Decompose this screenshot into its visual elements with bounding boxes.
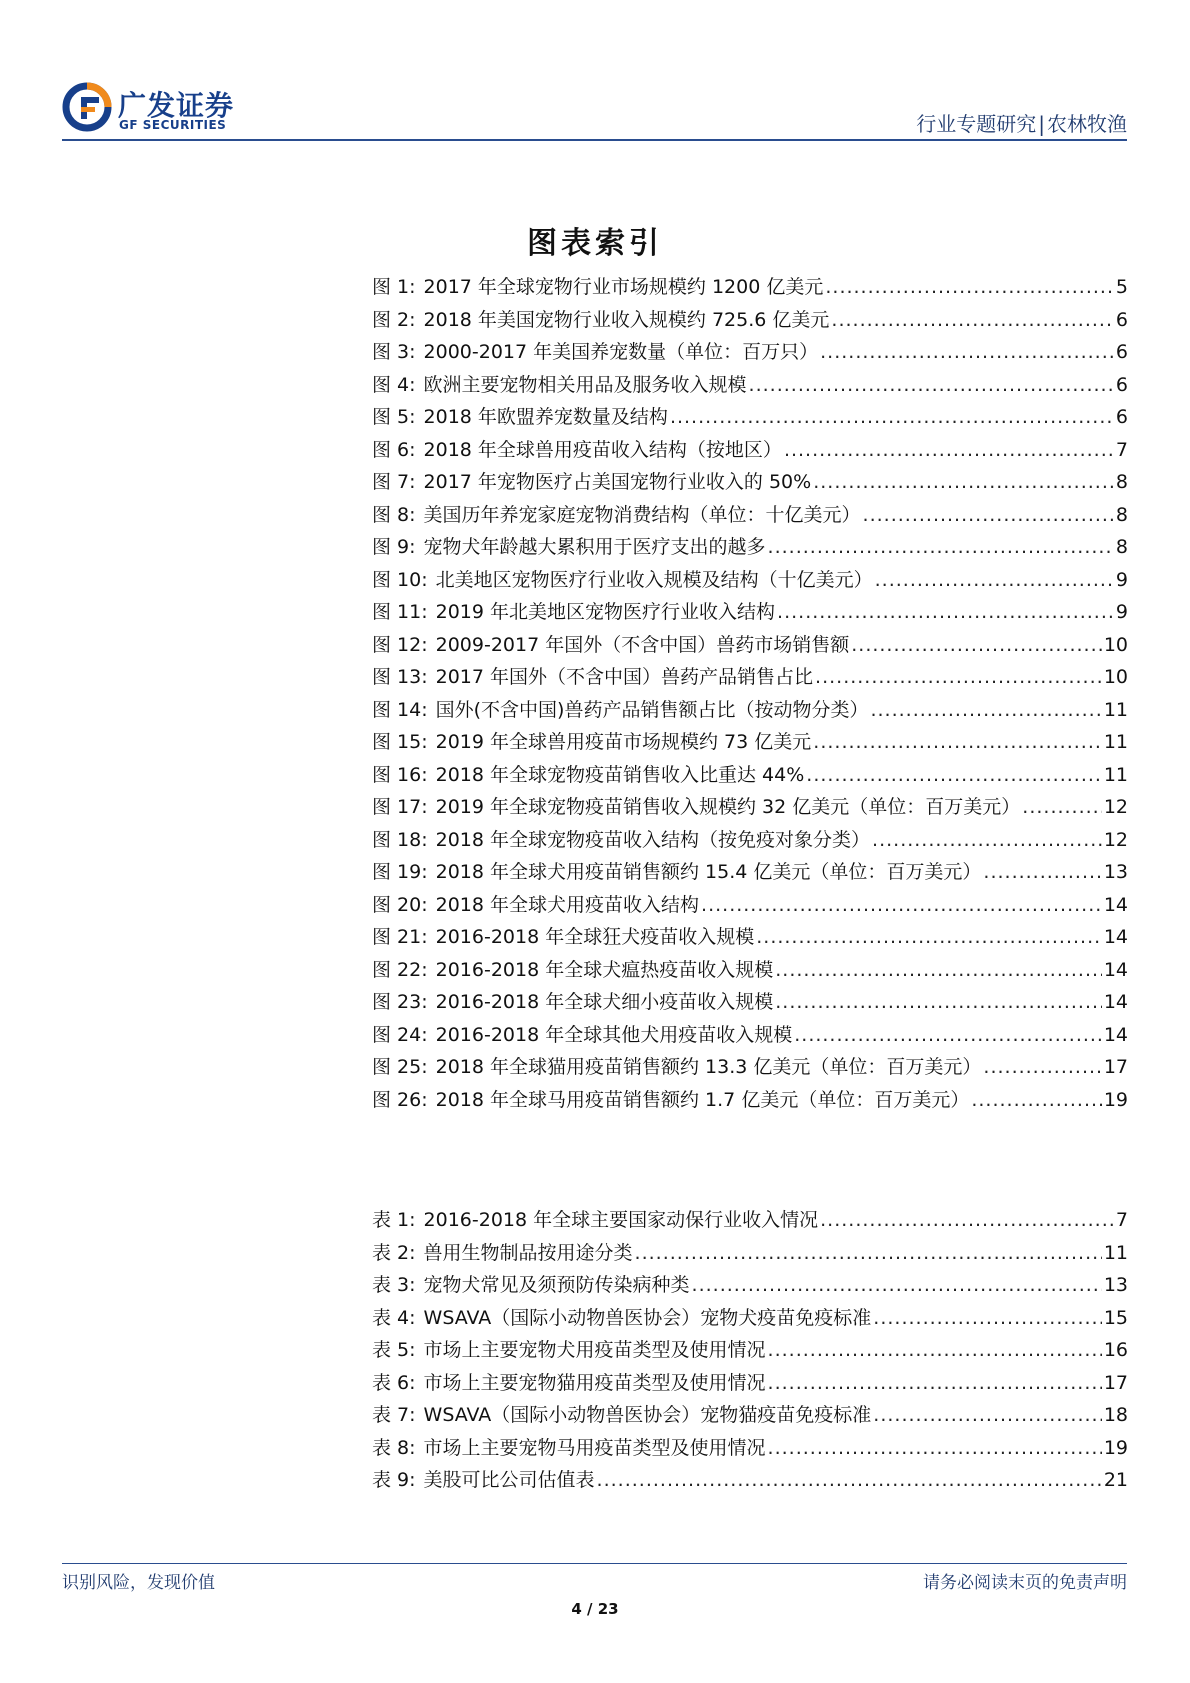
figure-toc-page: 12 (1103, 796, 1128, 818)
figure-toc-label: 图 2: (372, 308, 416, 331)
figure-toc-page: 8 (1115, 536, 1128, 558)
figure-toc-title: 2017 年宠物医疗占美国宠物行业收入的 50% (423, 471, 812, 493)
table-toc-title: 宠物犬常见及须预防传染病种类 (423, 1274, 690, 1296)
table-toc-page: 13 (1103, 1274, 1128, 1296)
figure-toc-label: 图 6: (372, 438, 416, 461)
figure-toc-title: 2018 年全球猫用疫苗销售额约 13.3 亿美元（单位：百万美元） (435, 1056, 982, 1078)
company-logo (62, 78, 262, 138)
table-toc-dot-leader (768, 1372, 1102, 1394)
figure-toc-entry[interactable] (372, 987, 1128, 1020)
table-toc-page: 11 (1103, 1241, 1128, 1264)
table-toc-dot-leader (635, 1242, 1102, 1264)
figure-toc-title: 北美地区宠物医疗行业收入规模及结构（十亿美元） (435, 568, 873, 591)
header-separator: | (1038, 112, 1045, 136)
figure-toc-label: 图 17: (372, 796, 428, 818)
figure-toc-dot-leader (870, 699, 1101, 721)
table-toc-label: 表 2: (372, 1241, 416, 1264)
figure-toc-title: 2017 年国外（不含中国）兽药产品销售占比 (435, 666, 814, 688)
page-number: 4 / 23 (571, 1600, 619, 1618)
table-toc-title: 市场上主要宠物马用疫苗类型及使用情况 (423, 1436, 766, 1459)
figure-toc-label: 图 25: (372, 1056, 428, 1078)
figure-toc-title: 2019 年北美地区宠物医疗行业收入结构 (435, 601, 776, 623)
figure-toc-title: 2016-2018 年全球狂犬疫苗收入规模 (435, 926, 755, 948)
figure-toc-page: 19 (1103, 1088, 1128, 1111)
figure-toc-entry[interactable] (372, 890, 1128, 923)
figure-toc-title: 2016-2018 年全球犬瘟热疫苗收入规模 (435, 958, 774, 981)
figure-toc-page: 12 (1103, 828, 1128, 851)
figure-toc-page: 5 (1115, 276, 1128, 298)
figure-toc-entry[interactable] (372, 1085, 1128, 1118)
figure-toc-dot-leader (971, 1089, 1101, 1111)
table-index (372, 1205, 1128, 1498)
table-toc-entry[interactable] (372, 1270, 1128, 1303)
figure-toc-label: 图 26: (372, 1088, 428, 1111)
footer-disclaimer: 请务必阅读末页的免责声明 (923, 1573, 1127, 1593)
figure-toc-label: 图 13: (372, 666, 428, 688)
figure-toc-dot-leader (701, 894, 1102, 916)
figure-toc-entry[interactable] (372, 272, 1128, 305)
figure-toc-page: 7 (1115, 438, 1128, 461)
figure-toc-entry[interactable] (372, 370, 1128, 403)
table-toc-dot-leader (768, 1339, 1102, 1361)
figure-toc-page: 14 (1103, 893, 1128, 916)
figure-toc-entry[interactable] (372, 1020, 1128, 1053)
figure-toc-title: 2018 年欧盟养宠数量及结构 (423, 406, 668, 428)
figure-toc-entry[interactable] (372, 467, 1128, 500)
figure-toc-label: 图 20: (372, 893, 428, 916)
figure-toc-title: 2018 年全球宠物疫苗收入结构（按免疫对象分类） (435, 828, 871, 851)
table-toc-label: 表 4: (372, 1306, 416, 1329)
figure-toc-page: 17 (1103, 1056, 1128, 1078)
figure-toc-entry[interactable] (372, 825, 1128, 858)
figure-toc-dot-leader (756, 926, 1102, 948)
figure-toc-dot-leader (768, 536, 1114, 558)
figure-toc-title: 国外(不含中国)兽药产品销售额占比（按动物分类） (435, 698, 869, 721)
figure-toc-page: 13 (1103, 861, 1128, 883)
figure-toc-entry[interactable] (372, 435, 1128, 468)
industry-name: 农林牧渔 (1047, 112, 1127, 136)
figure-toc-title: 2017 年全球宠物行业市场规模约 1200 亿美元 (423, 276, 824, 298)
figure-index (372, 272, 1128, 1117)
figure-toc-entry[interactable] (372, 630, 1128, 663)
table-toc-label: 表 5: (372, 1339, 416, 1361)
table-toc-label: 表 9: (372, 1469, 416, 1491)
figure-toc-entry[interactable] (372, 597, 1128, 630)
figure-toc-dot-leader (749, 374, 1114, 396)
figure-toc-label: 图 8: (372, 503, 416, 526)
figure-toc-dot-leader (784, 439, 1114, 461)
table-toc-title: 市场上主要宠物犬用疫苗类型及使用情况 (423, 1339, 766, 1361)
figure-toc-dot-leader (775, 991, 1102, 1013)
figure-toc-dot-leader (875, 569, 1114, 591)
table-toc-dot-leader (820, 1209, 1114, 1231)
figure-toc-entry[interactable] (372, 792, 1128, 825)
figure-toc-label: 图 3: (372, 341, 416, 363)
table-toc-entry[interactable] (372, 1400, 1128, 1433)
figure-toc-page: 6 (1115, 406, 1128, 428)
table-toc-page: 15 (1103, 1306, 1128, 1329)
table-toc-label: 表 3: (372, 1274, 416, 1296)
figure-toc-label: 图 18: (372, 828, 428, 851)
figure-toc-label: 图 11: (372, 601, 428, 623)
table-toc-entry[interactable] (372, 1303, 1128, 1336)
figure-toc-label: 图 1: (372, 276, 416, 298)
figure-toc-label: 图 14: (372, 698, 428, 721)
figure-toc-page: 6 (1115, 341, 1128, 363)
figure-toc-dot-leader (820, 341, 1114, 363)
figure-toc-dot-leader (825, 276, 1114, 298)
figure-toc-dot-leader (831, 309, 1114, 331)
table-toc-label: 表 6: (372, 1371, 416, 1394)
figure-toc-label: 图 22: (372, 958, 428, 981)
page-header (62, 78, 1127, 138)
figure-toc-page: 9 (1115, 568, 1128, 591)
table-toc-entry[interactable] (372, 1368, 1128, 1401)
table-toc-label: 表 7: (372, 1404, 416, 1426)
figure-toc-title: 2009-2017 年国外（不含中国）兽药市场销售额 (435, 633, 850, 656)
table-toc-page: 21 (1103, 1469, 1128, 1491)
figure-toc-entry[interactable] (372, 500, 1128, 533)
table-toc-page: 16 (1103, 1339, 1128, 1361)
figure-toc-title: 美国历年养宠家庭宠物消费结构（单位：十亿美元） (423, 503, 861, 526)
figure-toc-label: 图 12: (372, 633, 428, 656)
figure-toc-dot-leader (794, 1024, 1102, 1046)
figure-toc-page: 14 (1103, 991, 1128, 1013)
table-toc-title: WSAVA（国际小动物兽医协会）宠物猫疫苗免疫标准 (423, 1404, 872, 1426)
figure-toc-dot-leader (815, 666, 1102, 688)
figure-toc-title: 2018 年全球宠物疫苗销售收入比重达 44% (435, 763, 805, 786)
figure-toc-entry[interactable] (372, 532, 1128, 565)
figure-toc-dot-leader (777, 601, 1114, 623)
figure-toc-entry[interactable] (372, 305, 1128, 338)
table-toc-entry[interactable] (372, 1335, 1128, 1368)
figure-toc-title: 2019 年全球宠物疫苗销售收入规模约 32 亿美元（单位：百万美元） (435, 796, 1021, 818)
figure-toc-title: 宠物犬年龄越大累积用于医疗支出的越多 (423, 536, 766, 558)
figure-toc-dot-leader (1022, 796, 1102, 818)
table-toc-entry[interactable] (372, 1465, 1128, 1498)
figure-toc-entry[interactable] (372, 1052, 1128, 1085)
figure-toc-label: 图 23: (372, 991, 428, 1013)
figure-toc-dot-leader (851, 634, 1102, 656)
table-toc-label: 表 8: (372, 1436, 416, 1459)
figure-toc-entry[interactable] (372, 727, 1128, 760)
figure-toc-entry[interactable] (372, 662, 1128, 695)
logo-text-en: GF SECURITIES (119, 118, 227, 132)
figure-toc-page: 14 (1103, 926, 1128, 948)
figure-toc-dot-leader (813, 731, 1102, 753)
figure-toc-label: 图 10: (372, 568, 428, 591)
report-type: 行业专题研究 (916, 112, 1037, 136)
figure-toc-dot-leader (813, 471, 1114, 493)
figure-toc-page: 11 (1103, 763, 1128, 786)
footer-slogan: 识别风险，发现价值 (62, 1573, 215, 1593)
figure-toc-page: 10 (1103, 666, 1128, 688)
figure-toc-page: 6 (1115, 308, 1128, 331)
figure-toc-page: 14 (1103, 1023, 1128, 1046)
figure-toc-page: 11 (1103, 731, 1128, 753)
figure-toc-title: 2018 年美国宠物行业收入规模约 725.6 亿美元 (423, 308, 830, 331)
figure-toc-entry[interactable] (372, 922, 1128, 955)
table-toc-entry[interactable] (372, 1433, 1128, 1466)
figure-toc-entry[interactable] (372, 955, 1128, 988)
figure-toc-label: 图 21: (372, 926, 428, 948)
figure-toc-dot-leader (863, 504, 1114, 526)
footer-divider (62, 1563, 1127, 1564)
figure-toc-entry[interactable] (372, 565, 1128, 598)
table-toc-entry[interactable] (372, 1238, 1128, 1271)
figure-toc-label: 图 5: (372, 406, 416, 428)
figure-toc-title: 2018 年全球兽用疫苗收入结构（按地区） (423, 438, 782, 461)
table-toc-title: 美股可比公司估值表 (423, 1469, 595, 1491)
table-toc-dot-leader (597, 1469, 1102, 1491)
table-toc-page: 7 (1115, 1209, 1128, 1231)
table-toc-title: 市场上主要宠物猫用疫苗类型及使用情况 (423, 1371, 766, 1394)
figure-toc-dot-leader (806, 764, 1102, 786)
report-category (916, 108, 1127, 137)
figure-toc-label: 图 15: (372, 731, 428, 753)
figure-toc-dot-leader (983, 1056, 1101, 1078)
table-toc-dot-leader (873, 1307, 1102, 1329)
table-toc-page: 17 (1103, 1371, 1128, 1394)
figure-toc-page: 11 (1103, 698, 1128, 721)
table-toc-dot-leader (692, 1274, 1102, 1296)
figure-toc-entry[interactable] (372, 402, 1128, 435)
table-toc-title: WSAVA（国际小动物兽医协会）宠物犬疫苗免疫标准 (423, 1306, 872, 1329)
figure-toc-label: 图 9: (372, 536, 416, 558)
figure-toc-label: 图 7: (372, 471, 416, 493)
header-divider (62, 139, 1127, 141)
table-toc-page: 19 (1103, 1436, 1128, 1459)
page-title: 图表索引 (527, 226, 663, 261)
figure-toc-dot-leader (670, 406, 1114, 428)
figure-toc-page: 6 (1115, 373, 1128, 396)
table-toc-entry[interactable] (372, 1205, 1128, 1238)
figure-toc-entry[interactable] (372, 695, 1128, 728)
figure-toc-title: 2000-2017 年美国养宠数量（单位：百万只） (423, 341, 819, 363)
figure-toc-dot-leader (872, 829, 1102, 851)
table-toc-title: 兽用生物制品按用途分类 (423, 1241, 633, 1264)
figure-toc-title: 2018 年全球犬用疫苗销售额约 15.4 亿美元（单位：百万美元） (435, 861, 982, 883)
table-toc-dot-leader (873, 1404, 1102, 1426)
figure-toc-title: 2018 年全球犬用疫苗收入结构 (435, 893, 700, 916)
figure-toc-page: 10 (1103, 633, 1128, 656)
figure-toc-page: 14 (1103, 958, 1128, 981)
table-toc-dot-leader (768, 1437, 1102, 1459)
table-toc-page: 18 (1103, 1404, 1128, 1426)
figure-toc-title: 2018 年全球马用疫苗销售额约 1.7 亿美元（单位：百万美元） (435, 1088, 970, 1111)
gf-logo-icon (62, 82, 112, 132)
figure-toc-page: 8 (1115, 471, 1128, 493)
figure-toc-title: 2016-2018 年全球其他犬用疫苗收入规模 (435, 1023, 793, 1046)
figure-toc-dot-leader (983, 861, 1101, 883)
figure-toc-title: 欧洲主要宠物相关用品及服务收入规模 (423, 373, 747, 396)
figure-toc-title: 2016-2018 年全球犬细小疫苗收入规模 (435, 991, 774, 1013)
figure-toc-page: 8 (1115, 503, 1128, 526)
figure-toc-label: 图 24: (372, 1023, 428, 1046)
figure-toc-label: 图 16: (372, 763, 428, 786)
figure-toc-dot-leader (775, 959, 1102, 981)
figure-toc-entry[interactable] (372, 337, 1128, 370)
figure-toc-entry[interactable] (372, 857, 1128, 890)
table-toc-title: 2016-2018 年全球主要国家动保行业收入情况 (423, 1209, 819, 1231)
figure-toc-label: 图 4: (372, 373, 416, 396)
figure-toc-entry[interactable] (372, 760, 1128, 793)
logo-text-cn: 广发证券 (118, 89, 235, 122)
figure-toc-page: 9 (1115, 601, 1128, 623)
figure-toc-title: 2019 年全球兽用疫苗市场规模约 73 亿美元 (435, 731, 812, 753)
figure-toc-label: 图 19: (372, 861, 428, 883)
table-toc-label: 表 1: (372, 1209, 416, 1231)
